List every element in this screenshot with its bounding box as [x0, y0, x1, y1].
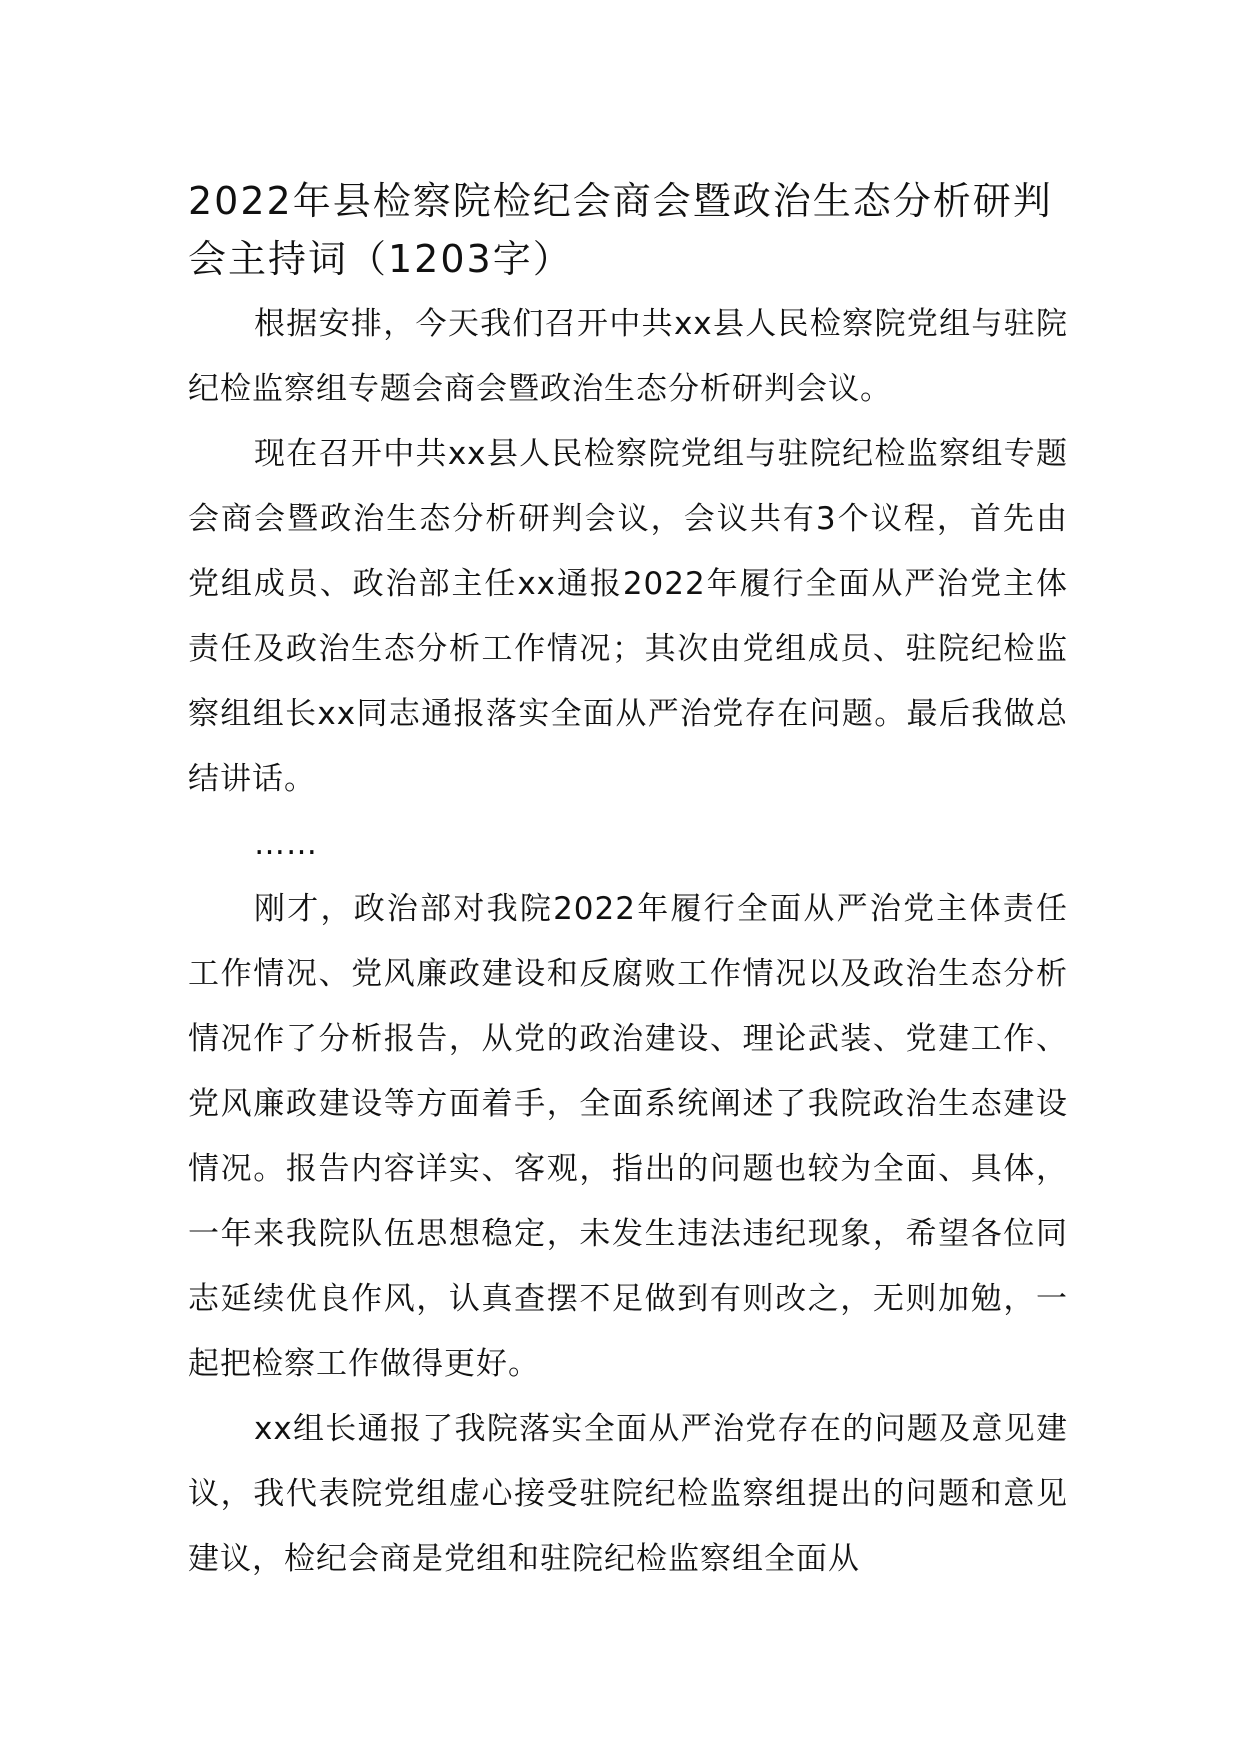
document-body [188, 172, 1068, 1592]
paragraph-opening: 根据安排，今天我们召开中共xx县人民检察院党组与驻院纪检监察组专题会商会暨政治生态分析研判会议。 [188, 306, 1068, 407]
paragraph-inspection-comment: xx组长通报了我院落实全面从严治党存在的问题及意见建议，我代表院党组虚心接受驻院纪检监察组提出的问题和意见建议，检纪会商是党组和驻院纪检监察组全面从 [188, 1411, 1068, 1577]
document-title: 2022年县检察院检纪会商会暨政治生态分析研判会主持词（1203字） [188, 179, 1053, 281]
paragraph-agenda: 现在召开中共xx县人民检察院党组与驻院纪检监察组专题会商会暨政治生态分析研判会议，会议共有3个议程，首先由党组成员、政治部主任xx通报2022年履行全面从严治党主体责任及政治生态分析工作情况；其次由党组成员、驻院纪检监察组组长xx同志通报落实全面从严治党存在问题。最后我做总结讲话。 [188, 436, 1068, 797]
paragraph-ellipsis: …… [254, 826, 318, 862]
paragraph-report-comment: 刚才，政治部对我院2022年履行全面从严治党主体责任工作情况、党风廉政建设和反腐败工作情况以及政治生态分析情况作了分析报告，从党的政治建设、理论武装、党建工作、党风廉政建设等方面着手，全面系统阐述了我院政治生态建设情况。报告内容详实、客观，指出的问题也较为全面、具体，一年来我院队伍思想稳定，未发生违法违纪现象，希望各位同志延续优良作风，认真查摆不足做到有则改之，无则加勉，一起把检察工作做得更好。 [188, 891, 1068, 1382]
